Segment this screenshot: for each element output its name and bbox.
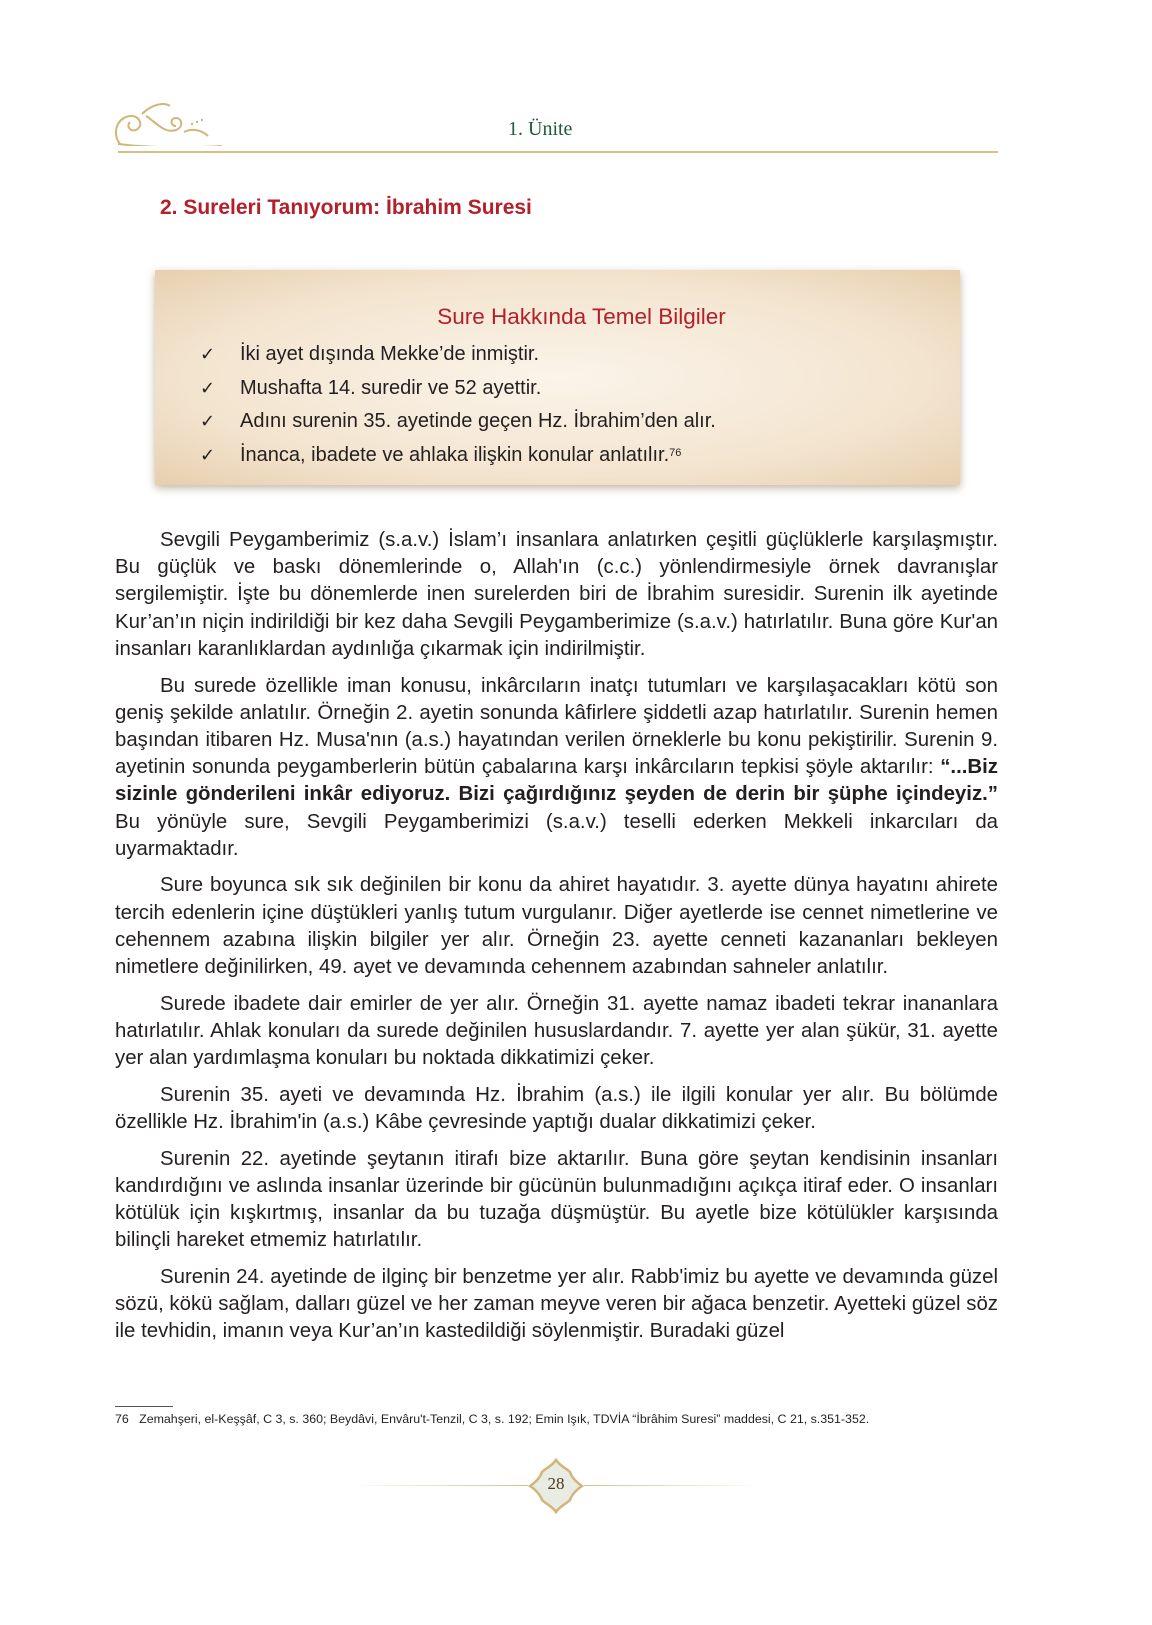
ornament-icon (112, 100, 222, 146)
check-icon: ✓ (200, 344, 216, 365)
paragraph-text: Bu yönüyle sure, Sevgili Peygamberimizi (s.a.v.) teselli ederken Mekkeli inkarcıları da uyarmaktadır. (115, 810, 998, 860)
footnote-text: Zemahşeri, el-Keşşâf, C 3, s. 360; Beydâvi, Envâru't-Tenzil, C 3, s. 192; Emin Işık, TDVİA “İbrâhim Suresi” maddesi, C 21, s.351-352. (139, 1412, 870, 1426)
paragraph: Surenin 35. ayeti ve devamında Hz. İbrahim (a.s.) ile ilgili konular yer alır. Bu bölümde özellikle Hz. İbrahim'in (a.s.) Kâbe çevresinde yaptığı dualar dikkatimizi çeker. (115, 1083, 998, 1134)
list-item-text: Adını surenin 35. ayetinde geçen Hz. İbrahim’den alır. (240, 410, 716, 432)
list-item-text: İki ayet dışında Mekke’de inmiştir. (240, 343, 540, 365)
unit-label: 1. Ünite (508, 118, 573, 140)
paragraph: Sure boyunca sık sık değinilen bir konu da ahiret hayatıdır. 3. ayette dünya hayatını ahirete tercih edenlerin içine düştükleri yanlış tutum vurgulanır. Diğer ayetlerde ise cennet nimetlerine ve cehennem azabına ilişkin bilgiler yer alır. Örneğin 23. ayette cenneti kazananları bekleyen nimetlere değinilirken, 49. ayet ve devamında cehennem azabından sahneler anlatılır. (115, 874, 998, 979)
paragraph: Surenin 24. ayetinde de ilginç bir benzetme yer alır. Rabb'imiz bu ayette ve devamında güzel sözü, kökü sağlam, dalları güzel ve her zaman meyve veren bir ağaca benzetir. Ayetteki güzel söz ile tevhidin, imanın veya Kur’an’ın kastedildiği söylenmiştir. Buradaki güzel (115, 1266, 998, 1343)
footnote-number: 76 (115, 1412, 129, 1426)
paragraph: Sevgili Peygamberimiz (s.a.v.) İslam’ı insanlara anlatırken çeşitli güçlüklerle karşılaşmıştır. Bu güçlük ve baskı dönemlerinde o, Allah'ın (c.c.) yönlendirmesiyle örnek davranışlar sergilemiştir. İşte bu dönemlerde inen surelerden biri de İbrahim suresidir. Surenin ilk ayetinde Kur’an’ın niçin indirildiği bir kez daha Sevgili Peygamberimize (s.a.v.) hatırlatılır. Buna göre Kur'an insanları karanlıklardan aydınlığa çıkarmak için indirilmiştir. (115, 529, 998, 660)
list-item-text: Mushafta 14. suredir ve 52 ayettir. (240, 376, 542, 399)
paragraph (115, 673, 998, 863)
page-divider-right (584, 1485, 762, 1486)
footnote-divider (115, 1406, 173, 1407)
list-item-text: İnanca, ibadete ve ahlaka ilişkin konular anlatılır. (240, 443, 670, 466)
list-item (200, 405, 716, 439)
info-box (155, 270, 960, 485)
list-item (200, 372, 716, 406)
page-number: 28 (547, 1474, 565, 1493)
info-list (200, 338, 716, 472)
page-divider-left (350, 1485, 528, 1486)
list-item (200, 338, 716, 372)
check-icon: ✓ (200, 444, 216, 466)
list-item (200, 439, 716, 473)
info-box-title: Sure Hakkında Temel Bilgiler (437, 304, 726, 329)
body-text (115, 527, 998, 1355)
quote-text: “...Biz sizinle gönderileni inkâr ediyoruz. Bizi çağırdığınız şeyden de derin bir şüphe içindeyiz.” (115, 756, 998, 806)
check-icon: ✓ (200, 377, 216, 399)
section-title: 2. Sureleri Tanıyorum: İbrahim Suresi (160, 196, 532, 219)
paragraph-text: Bu surede özellikle iman konusu, inkârcıların inatçı tutumları ve karşılaşacakları kötü son geniş şekilde anlatılır. Örneğin 2. ayetin sonunda kâfirlere şiddetli azap hatırlatılır. Surenin hemen başından itibaren Hz. Musa'nın (a.s.) hayatından verilen örneklerle bu konu pekiştirilir. Surenin 9. ayetinin sonunda peygamberlerin bütün çabalarına karşı inkârcıların tepkisi şöyle aktarılır: (115, 674, 998, 779)
check-icon: ✓ (200, 411, 216, 432)
paragraph: Surede ibadete dair emirler de yer alır. Örneğin 31. ayette namaz ibadeti tekrar inananlara hatırlatılır. Ahlak konuları da surede değinilen hususlardandır. 7. ayette yer alan şükür, 31. ayette yer alan yardımlaşma konuları bu noktada dikkatimizi çeker. (115, 992, 998, 1070)
paragraph: Surenin 22. ayetinde şeytanın itirafı bize aktarılır. Buna göre şeytan kendisinin insanları kandırdığını ve aslında insanlar üzerinde bir gücünün bulunmadığını açıkça itiraf eder. O insanları kötülük için kışkırtmış, insanlar da bu tuzağa düşmüştür. Bu ayetle bize kötülükler karşısında bilinçli hareket etmemiz hatırlatılır. (115, 1147, 998, 1252)
footnote (115, 1412, 869, 1426)
header-divider (118, 151, 998, 153)
footnote-ref[interactable]: 76 (669, 446, 682, 459)
